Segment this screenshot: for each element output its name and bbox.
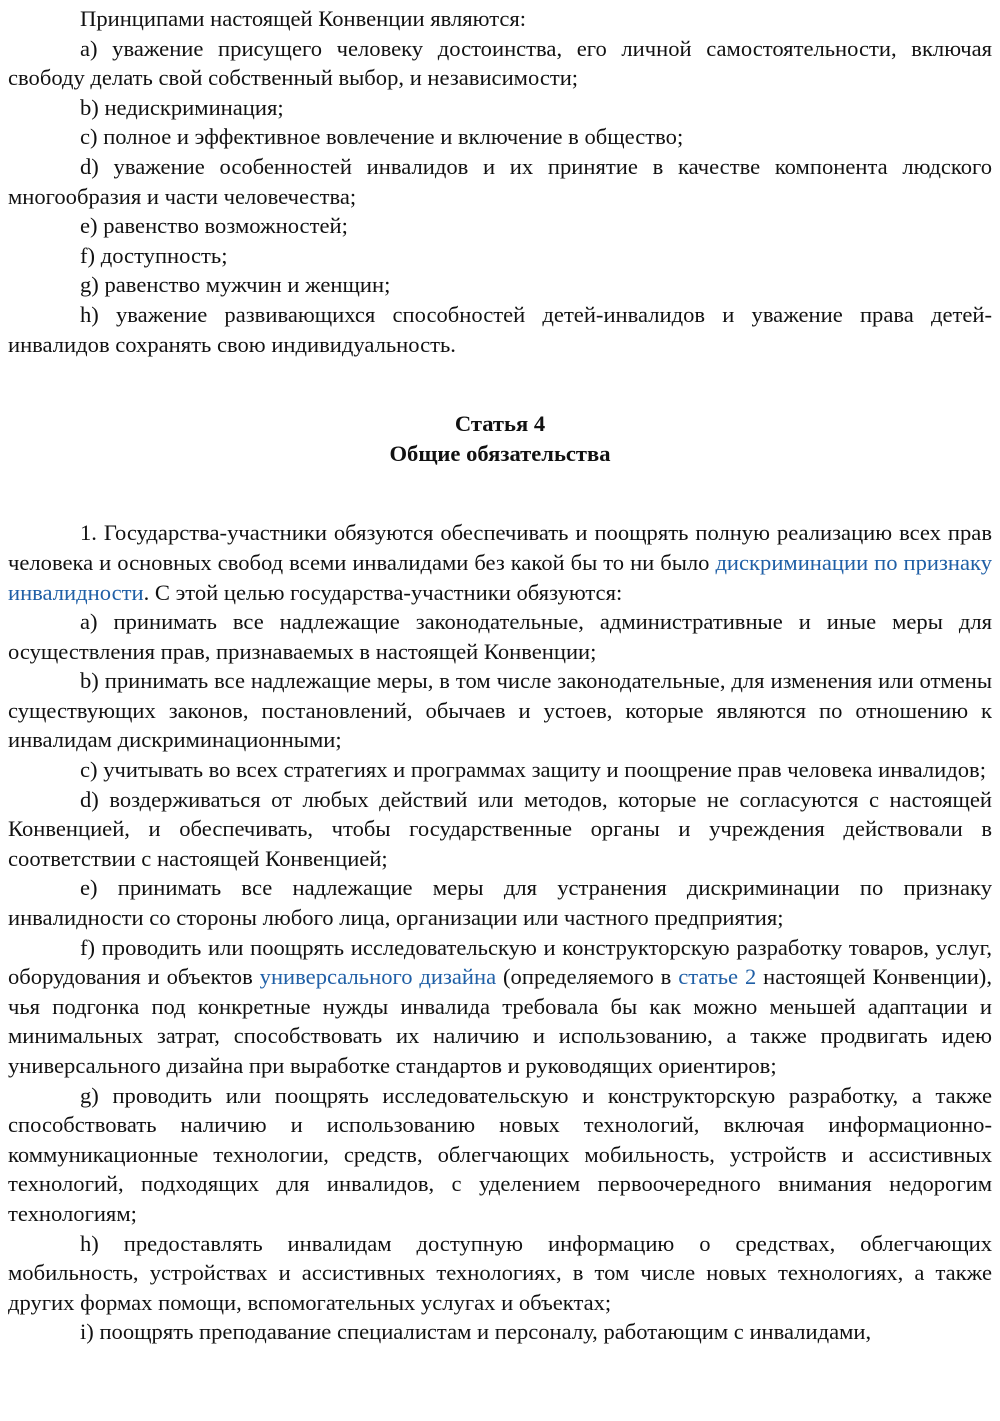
obligation-item-g: g) проводить или поощрять исследовательскую и конструкторскую разработку, а также способствовать наличию и использованию новых технологий, включая информационно-коммуникационные технологии, средств, облегчающих мобильность, устройств и ассистивных технологий, подходящих для инвалидов, с уделением первоочередного внимания недорогим технологиям; [8,1082,992,1226]
article-number: Статья 4 [454,411,546,437]
principle-item: e) равенство возможностей; [80,213,348,239]
paragraph-text: 1. Государства-участники обязуются обеспечивать и поощрять полную реализацию всех прав человека и основных свобод всеми инвалидами без какой бы то ни было [8,520,992,575]
obligation-item-a: a) принимать все надлежащие законодательные, административные и иные меры для осуществления прав, признаваемых в настоящей Конвенции; [8,609,992,664]
paragraph-text: (определяемого в [496,964,679,990]
obligation-item-i: i) поощрять преподавание специалистам и персоналу, работающим с инвалидами, [80,1319,872,1345]
principles-intro: Принципами настоящей Конвенции являются: [80,6,527,31]
principle-item: a) уважение присущего человеку достоинства, его личной самостоятельности, включая свободу делать свой собственный выбор, и независимости; [8,35,992,91]
article-heading [8,409,992,468]
principle-item: f) доступность; [80,242,228,268]
obligation-item-c: c) учитывать во всех стратегиях и программах защиту и поощрение прав человека инвалидов; [80,757,986,783]
obligation-item-h: h) предоставлять инвалидам доступную информацию о средствах, облегчающих мобильность, устройствах и ассистивных технологиях, в том числе новых технологиях, а также других формах помощи, вспомогательных услугах и объектах; [8,1230,992,1315]
obligation-item-e: e) принимать все надлежащие меры для устранения дискриминации по признаку инвалидности со стороны любого лица, организации или частного предприятия; [8,875,992,931]
discrimination-link[interactable]: дискриминации по признаку инвалидности [8,549,992,605]
paragraph-text: . С этой целью государства-участники обязуются: [143,579,623,605]
obligations-paragraph-1 [8,518,992,607]
obligation-item-f [8,933,992,1081]
principle-item: c) полное и эффективное вовлечение и включение в общество; [80,124,684,150]
principle-item: h) уважение развивающихся способностей детей-инвалидов и уважение права детей-инвалидов сохранять свою индивидуальность. [8,301,992,357]
paragraph-text: настоящей Конвенции), чья подгонка под конкретные нужды инвалида требовала бы как можно меньшей адаптации и минимальных затрат, способствовать их наличию и использованию, а также продвигать идею универсального дизайна при выработке стандартов и руководящих ориентиров; [8,964,992,1078]
paragraph-text: f) проводить или поощрять исследовательскую и конструкторскую разработку товаров, услуг, оборудования и объектов [8,934,992,990]
obligation-item-b: b) принимать все надлежащие меры, в том числе законодательные, для изменения или отмены существующих законов, постановлений, обычаев и устоев, которые являются по отношению к инвалидам дискриминационными; [8,668,992,753]
principle-item: b) недискриминация; [80,94,284,120]
principle-item: g) равенство мужчин и женщин; [80,272,391,298]
universal-design-link[interactable]: универсального дизайна [259,964,497,990]
article-title: Общие обязательства [389,440,611,466]
article-2-link[interactable]: статье 2 [678,964,757,990]
obligation-item-d: d) воздерживаться от любых действий или методов, которые не согласуются с настоящей Конвенцией, и обеспечивать, чтобы государственные органы и учреждения действовали в соответствии с настоящей Конвенцией; [8,786,992,871]
principle-item: d) уважение особенностей инвалидов и их принятие в качестве компонента людского многообразия и части человечества; [8,153,992,209]
